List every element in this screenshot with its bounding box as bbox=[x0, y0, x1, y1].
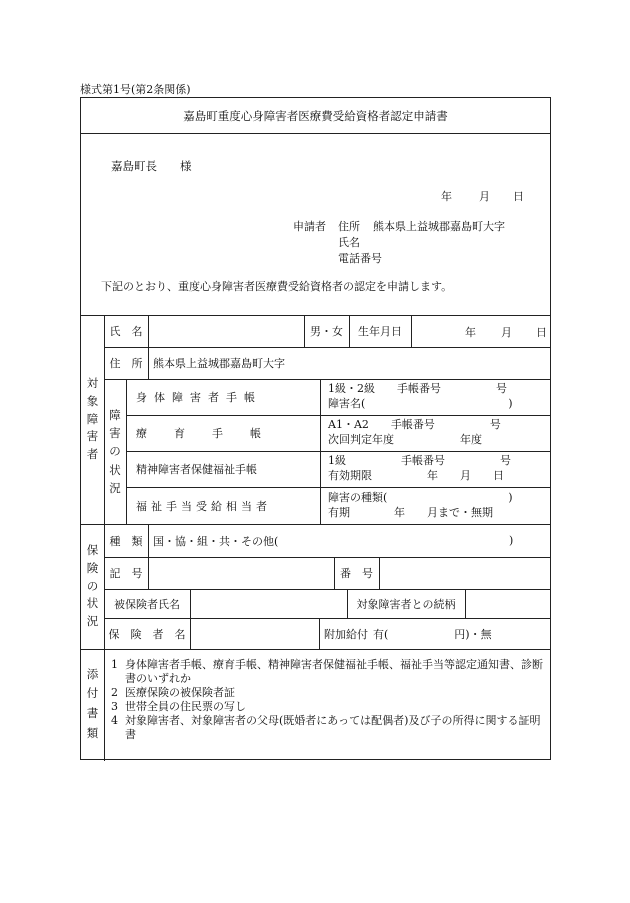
supplementary-benefit-label: 附加給付 bbox=[324, 627, 368, 641]
mental-health-handbook: 精神障害者保健福祉手帳 bbox=[136, 463, 257, 476]
subject-birth-day: 日 bbox=[536, 326, 547, 339]
subject-birth-month: 月 bbox=[501, 326, 512, 339]
date-month: 月 bbox=[479, 190, 490, 203]
applicant-label: 申請者 bbox=[293, 220, 326, 233]
insured-person-name-label: 被保険者氏名 bbox=[114, 597, 180, 611]
insurance-type-value: 国・協・組・共・その他( bbox=[153, 534, 279, 548]
subject-birth-label: 生年月日 bbox=[358, 325, 402, 338]
relation-to-subject-label: 対象障害者との続柄 bbox=[356, 597, 456, 611]
welfare-allowance-equivalent: 福祉手当受給相当者 bbox=[136, 499, 271, 513]
disability-status-label: 障 害 の 状 況 bbox=[109, 407, 121, 496]
physical-disability-details: 1級・2級 手帳番号 号 障害名( ) bbox=[328, 382, 513, 410]
attachment-item: 4 対象障害者、対象障害者の父母(既婚者にあっては配偶者)及び子の所得に関する証明書 bbox=[111, 714, 541, 741]
date-year: 年 bbox=[441, 190, 452, 203]
subject-sex: 男・女 bbox=[310, 325, 343, 338]
supplementary-benefit-value: 有( 円)・無 bbox=[373, 627, 492, 641]
date-day: 日 bbox=[513, 190, 524, 203]
subject-name-label: 氏 名 bbox=[109, 325, 143, 338]
insurance-section-label: 保 険 の 状 況 bbox=[86, 542, 99, 629]
form-title: 嘉島町重度心身障害者医療費受給資格者認定申請書 bbox=[81, 98, 550, 134]
welfare-allowance-details: 障害の種類( ) 有期 年 月まで・無期 bbox=[328, 490, 513, 519]
subject-birth-year: 年 bbox=[465, 326, 476, 339]
subject-address-label: 住 所 bbox=[109, 357, 143, 370]
applicant-address-label: 住所 bbox=[338, 220, 360, 233]
attachment-item: 1 身体障害者手帳、療育手帳、精神障害者保健福祉手帳、福祉手当等認定通知書、診断書のいずれか bbox=[111, 658, 543, 685]
insurance-type-label: 種 類 bbox=[109, 534, 143, 548]
application-statement: 下記のとおり、重度心身障害者医療費受給資格者の認定を申請します。 bbox=[101, 280, 453, 293]
insurer-name-label: 保 険 者 名 bbox=[108, 627, 186, 641]
attachment-item: 2 医療保険の被保険者証 bbox=[111, 686, 235, 699]
attachments-section-label: 添 付 書 類 bbox=[86, 666, 99, 740]
applicant-address-value: 熊本県上益城郡嘉島町大字 bbox=[373, 220, 505, 233]
applicant-phone-label: 電話番号 bbox=[338, 252, 382, 265]
attachment-item: 3 世帯全員の住民票の写し bbox=[111, 700, 246, 713]
applicant-name-label: 氏名 bbox=[338, 236, 360, 249]
rehabilitation-details: A1・A2 手帳番号 号 次回判定年度 年度 bbox=[328, 418, 501, 446]
rehabilitation-handbook: 療育手帳 bbox=[136, 427, 288, 440]
mental-health-details: 1級 手帳番号 号 有効期限 年 月 日 bbox=[328, 454, 511, 482]
subject-section-label: 対 象 障 害 者 bbox=[86, 375, 99, 462]
insurance-symbol-label: 記 号 bbox=[109, 567, 143, 580]
insurance-type-close: ) bbox=[509, 534, 514, 547]
application-form bbox=[80, 97, 551, 760]
addressee: 嘉島町長 様 bbox=[111, 159, 192, 173]
attachment-list bbox=[111, 658, 549, 742]
form-number: 様式第1号(第2条関係) bbox=[80, 83, 191, 96]
physical-disability-handbook: 身体障害者手帳 bbox=[136, 391, 262, 404]
insurance-number-label: 番 号 bbox=[340, 567, 373, 580]
subject-address-value: 熊本県上益城郡嘉島町大字 bbox=[153, 357, 285, 370]
